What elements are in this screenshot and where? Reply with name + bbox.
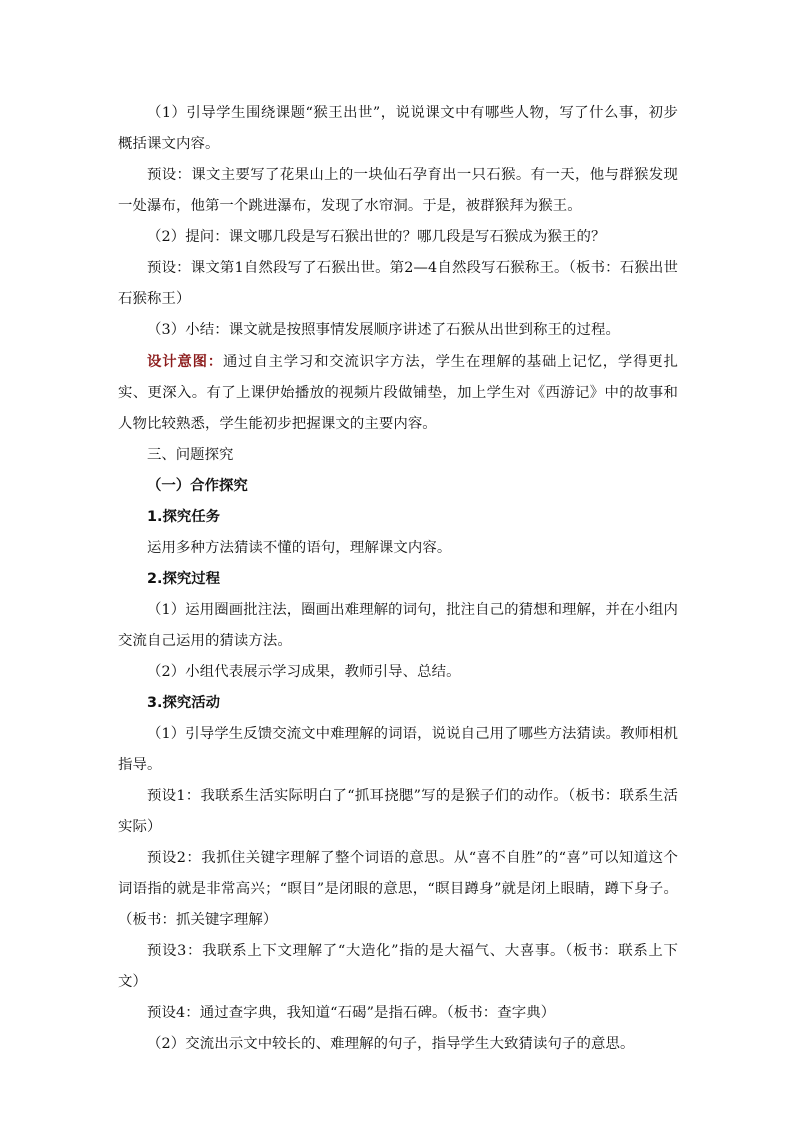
paragraph-task-3: （3）小结：课文就是按照事情发展顺序讲述了石猴从出世到称王的过程。 [147, 322, 620, 338]
paragraph-preset-2: 预设2：我抓住关键字理解了整个词语的意思。从“喜不自胜”的“喜”可以知道这个词语指的就是非常高兴；“瞑目”是闭眼的意思，“瞑目蹲身”就是闭上眼睛，蹲下身子。（板书：抓关键字理解） [118, 850, 678, 928]
heading-task: 1.探究任务 [147, 509, 221, 525]
paragraph-process-2: （2）小组代表展示学习成果，教师引导、总结。 [147, 664, 461, 680]
paragraph-preset-3: 预设3：我联系上下文理解了“大造化”指的是大福气、大喜事。（板书：联系上下文） [118, 943, 678, 990]
design-intent-text: 通过自主学习和交流识字方法，学生在理解的基础上记忆，学得更扎实、更深入。有了上课伊始播放的视频片段做铺垫，加上学生对《西游记》中的故事和人物比较熟悉，学生能初步把握课文的主要内容。 [118, 354, 678, 432]
subsection-heading: （一）合作探究 [147, 478, 248, 494]
paragraph-preset-4: 预设4：通过查字典，我知道“石碣”是指石碑。（板书：查字典） [147, 1005, 556, 1021]
paragraph-design-intent [118, 346, 678, 440]
paragraph-task-description: 运用多种方法猜读不懂的语句，理解课文内容。 [147, 540, 452, 556]
heading-process: 2.探究过程 [147, 571, 221, 587]
paragraph-process-1: （1）运用圈画批注法，圈画出难理解的词句，批注自己的猜想和理解，并在小组内交流自己运用的猜读方法。 [118, 602, 678, 649]
heading-activity: 3.探究活动 [147, 695, 221, 711]
paragraph-preset-sections: 预设：课文第1自然段写了石猴出世。第2—4自然段写石猴称王。（板书：石猴出世 石猴称王） [118, 260, 678, 307]
paragraph-activity-2: （2）交流出示文中较长的、难理解的句子，指导学生大致猜读句子的意思。 [147, 1036, 635, 1052]
design-intent-label: 设计意图： [147, 353, 223, 370]
document-body [118, 98, 678, 1060]
paragraph-preset-summary: 预设：课文主要写了花果山上的一块仙石孕育出一只石猴。有一天，他与群猴发现一处瀑布，他第一个跳进瀑布，发现了水帘洞。于是，被群猴拜为猴王。 [118, 167, 678, 214]
paragraph-activity-1: （1）引导学生反馈交流文中难理解的词语，说说自己用了哪些方法猜读。教师相机指导。 [118, 726, 678, 773]
paragraph-task-1: （1）引导学生围绕课题“猴王出世”，说说课文中有哪些人物，写了什么事，初步概括课文内容。 [118, 105, 678, 152]
paragraph-preset-1: 预设1：我联系生活实际明白了“抓耳挠腮”写的是猴子们的动作。（板书：联系生活实际） [118, 788, 678, 835]
section-heading-3: 三、问题探究 [147, 447, 234, 463]
paragraph-task-2: （2）提问：课文哪几段是写石猴出世的？哪几段是写石猴成为猴王的？ [147, 229, 606, 245]
